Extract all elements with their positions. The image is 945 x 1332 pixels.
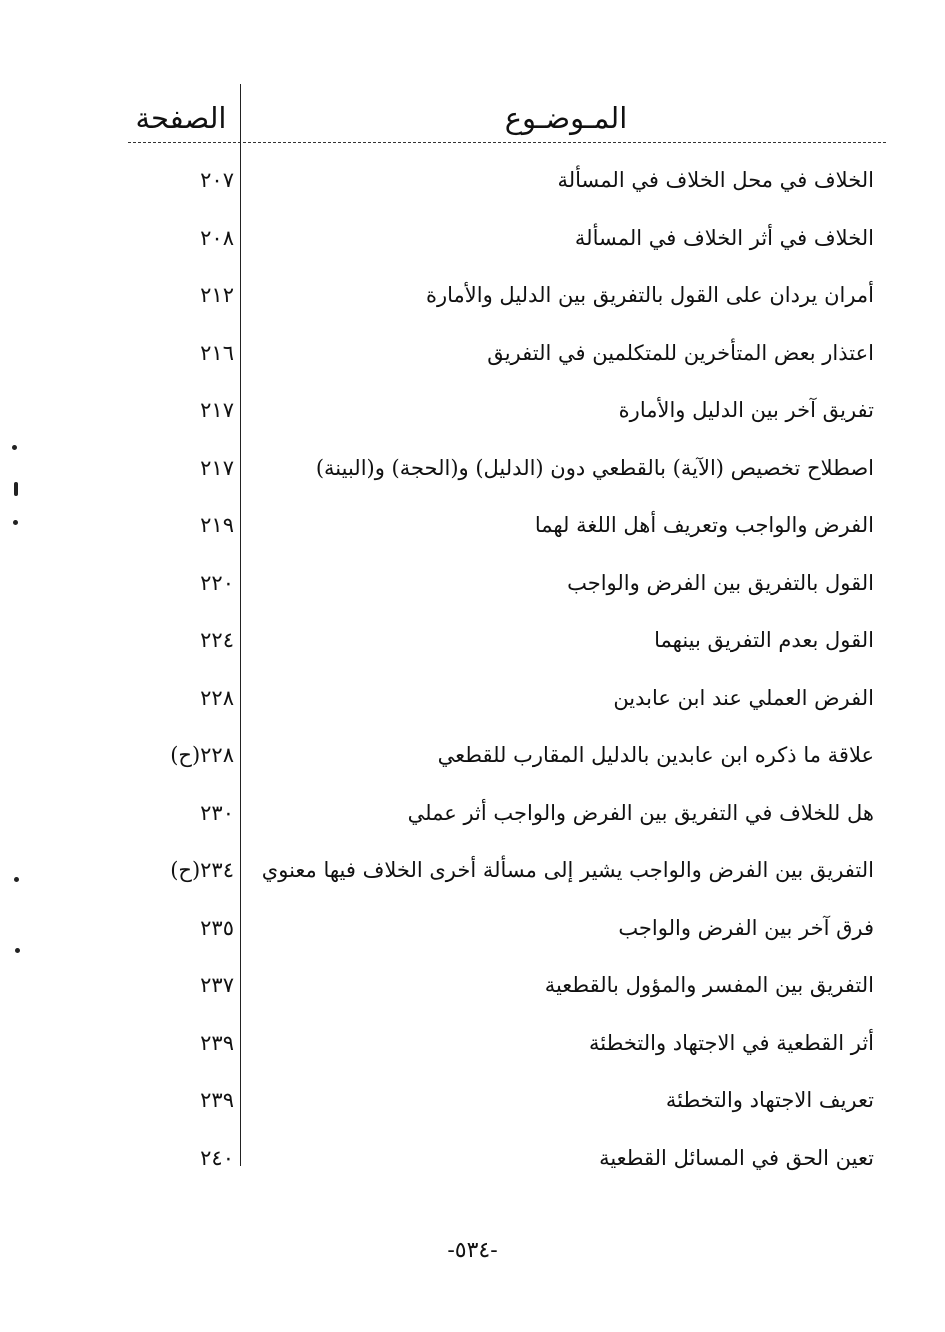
topic-cell: هل للخلاف في التفريق بين الفرض والواجب أثر عملي: [407, 800, 874, 825]
header-divider: [128, 142, 886, 143]
topic-cell: الخلاف في أثر الخلاف في المسألة: [574, 225, 874, 250]
margin-speck: [12, 445, 17, 450]
table-row: [128, 382, 886, 440]
topic-cell: علاقة ما ذكره ابن عابدين بالدليل المقارب للقطعي: [437, 743, 874, 767]
table-row: [128, 497, 886, 555]
page-cell: ٢١٩: [200, 513, 234, 537]
page-cell: ٢٠٨: [200, 225, 234, 250]
page-cell: ٢١٧: [200, 455, 234, 480]
topic-cell: اعتذار بعض المتأخرين للمتكلمين في التفريق: [487, 340, 874, 365]
margin-speck: [15, 948, 20, 953]
topic-cell: الفرض والواجب وتعريف أهل اللغة لهما: [534, 513, 874, 537]
page-column-header: الصفحة: [135, 101, 227, 135]
margin-speck: [13, 520, 18, 525]
table-row: [128, 1072, 886, 1130]
topic-cell: أمران يردان على القول بالتفريق بين الدليل والأمارة: [426, 283, 874, 307]
page-cell: ٢٣٧: [200, 973, 234, 997]
page-cell: ٢٣٤(ح): [170, 858, 234, 882]
topic-cell: اصطلاح تخصيص (الآية) بالقطعي دون (الدليل) و(الحجة) و(البينة): [315, 455, 874, 480]
page-cell: ٢٢٨(ح): [170, 743, 234, 767]
topic-cell: التفريق بين الفرض والواجب يشير إلى مسألة أخرى الخلاف فيها معنوي: [261, 858, 874, 882]
page-cell: ٢٠٧: [200, 168, 234, 192]
table-row: [128, 1130, 886, 1188]
page-cell: ٢٣٩: [200, 1088, 234, 1112]
page-cell: ٢٣٩: [200, 1030, 234, 1055]
table-row: [128, 842, 886, 900]
topic-cell: فرق آخر بين الفرض والواجب: [618, 915, 874, 940]
margin-speck: [14, 877, 19, 882]
table-row: [128, 612, 886, 670]
table-row: [128, 670, 886, 728]
page-cell: ٢٢٤: [200, 628, 234, 652]
page-number: -٥٣٤-: [447, 1238, 498, 1263]
page-cell: ٢٣٠: [200, 800, 234, 825]
topic-cell: الخلاف في محل الخلاف في المسألة: [557, 168, 874, 192]
index-table: [128, 152, 886, 1187]
table-row: [128, 440, 886, 498]
table-row: [128, 785, 886, 843]
topic-cell: أثر القطعية في الاجتهاد والتخطئة: [589, 1030, 874, 1055]
topic-column-header: المـوضـوع: [504, 101, 628, 135]
table-row: [128, 555, 886, 613]
topic-cell: القول بعدم التفريق بينهما: [654, 628, 874, 652]
page-cell: ٢١٢: [200, 283, 234, 307]
table-row: [128, 727, 886, 785]
topic-cell: تفريق آخر بين الدليل والأمارة: [618, 398, 874, 422]
page-cell: ٢١٧: [200, 398, 234, 422]
topic-cell: القول بالتفريق بين الفرض والواجب: [567, 570, 874, 595]
table-row: [128, 210, 886, 268]
page-cell: ٢٢٠: [200, 570, 234, 595]
page-cell: ٢١٦: [200, 340, 234, 365]
topic-cell: تعريف الاجتهاد والتخطئة: [665, 1088, 874, 1112]
margin-speck: [14, 482, 18, 496]
topic-cell: التفريق بين المفسر والمؤول بالقطعية: [544, 973, 874, 997]
table-row: [128, 957, 886, 1015]
table-row: [128, 267, 886, 325]
topic-cell: تعين الحق في المسائل القطعية: [599, 1145, 874, 1170]
page-cell: ٢٢٨: [200, 685, 234, 710]
page-cell: ٢٣٥: [200, 915, 234, 940]
table-row: [128, 152, 886, 210]
page-cell: ٢٤٠: [200, 1145, 234, 1170]
table-row: [128, 1015, 886, 1073]
topic-cell: الفرض العملي عند ابن عابدين: [613, 685, 874, 710]
table-row: [128, 900, 886, 958]
table-row: [128, 325, 886, 383]
